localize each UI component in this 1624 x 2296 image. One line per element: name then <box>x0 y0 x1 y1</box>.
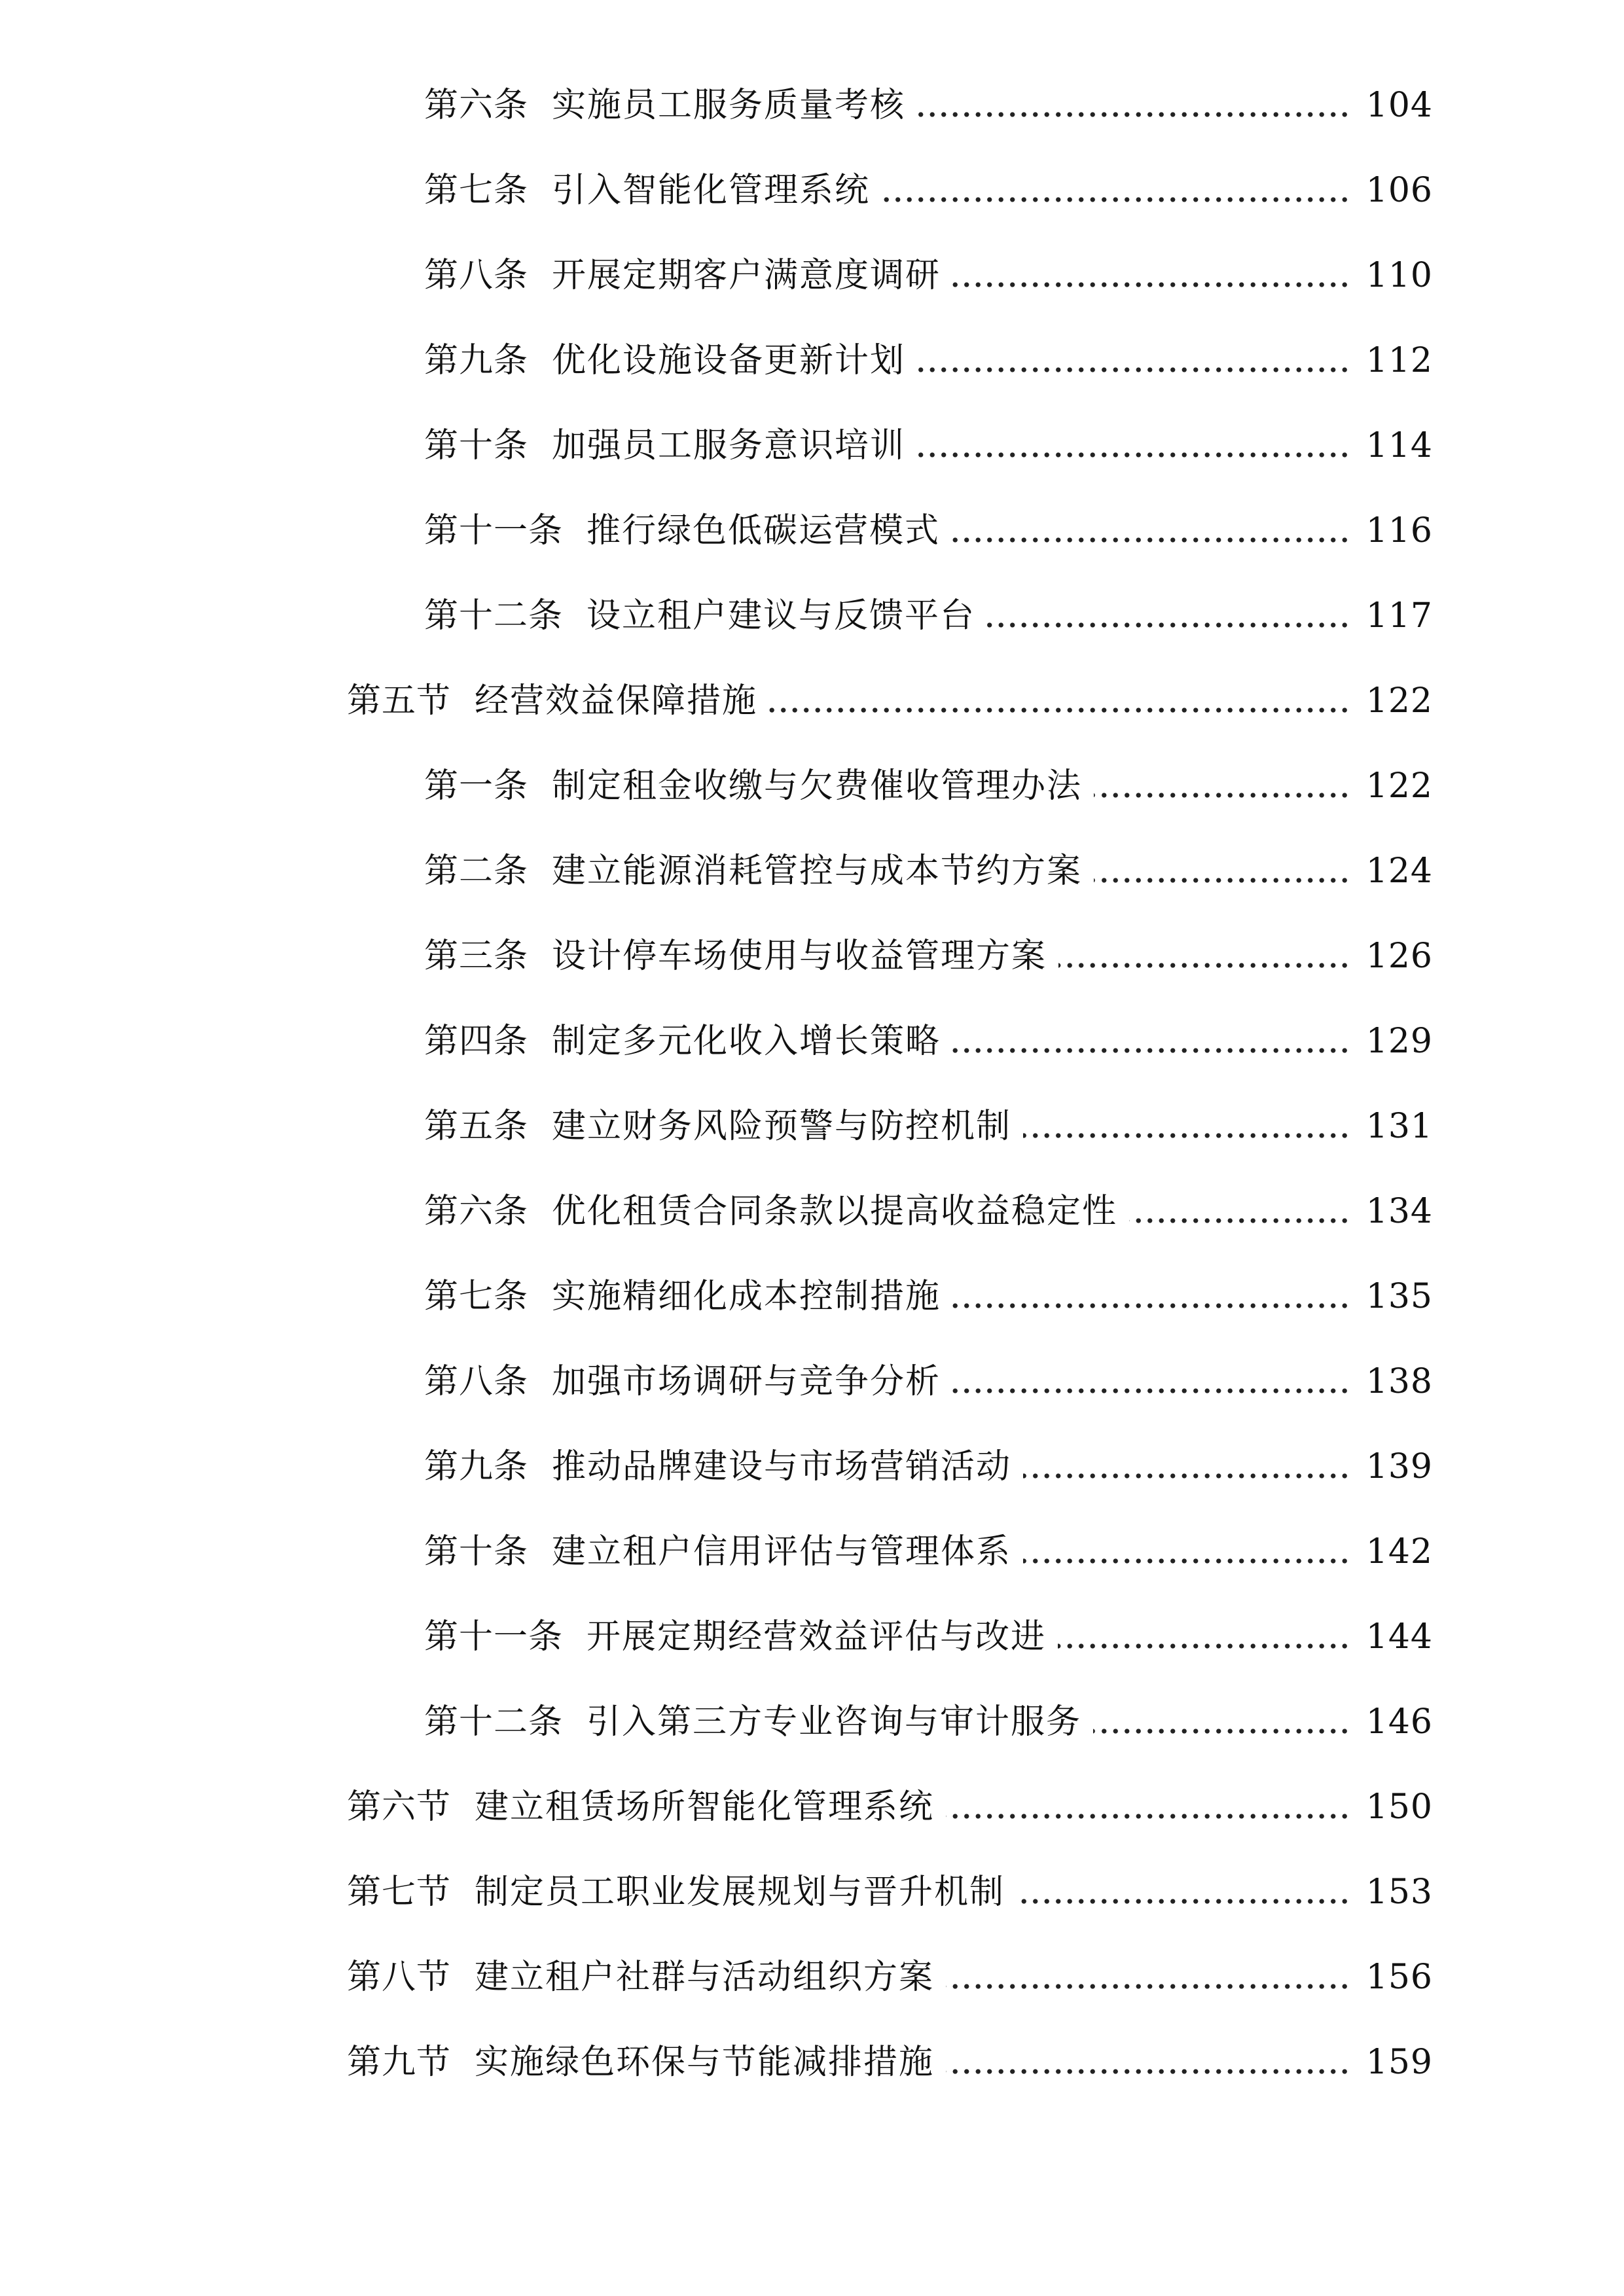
toc-article-entry[interactable] <box>0 1424 1624 1509</box>
dot-leader <box>1058 1643 1350 1649</box>
toc-entry-number: 第九条 <box>424 1447 529 1486</box>
dot-leader <box>1023 1558 1350 1564</box>
toc-entry-title: 推动品牌建设与市场营销活动 <box>552 1447 1012 1486</box>
dot-leader <box>946 2069 1350 2074</box>
table-of-contents <box>0 63 1624 2105</box>
toc-entry-title: 开展定期客户满意度调研 <box>552 256 941 295</box>
dot-leader <box>946 1984 1350 1989</box>
dot-leader <box>917 367 1350 372</box>
toc-entry-page-number: 135 <box>1365 1277 1433 1316</box>
toc-entry-page-number: 126 <box>1365 937 1433 976</box>
toc-article-entry[interactable] <box>0 233 1624 318</box>
toc-entry-number: 第三条 <box>424 937 529 976</box>
toc-entry-page-number: 122 <box>1365 766 1433 806</box>
dot-leader <box>952 537 1350 543</box>
toc-article-entry[interactable] <box>0 744 1624 829</box>
toc-entry-number: 第十条 <box>424 1532 529 1571</box>
toc-entry-page-number: 138 <box>1365 1362 1433 1401</box>
toc-article-entry[interactable] <box>0 403 1624 488</box>
toc-section-entry[interactable] <box>0 1850 1624 1935</box>
toc-entry-title: 制定员工职业发展规划与晋升机制 <box>475 1873 1005 1912</box>
toc-entry-title: 引入智能化管理系统 <box>552 171 871 210</box>
toc-entry-number: 第六条 <box>424 86 529 125</box>
toc-entry-page-number: 106 <box>1365 171 1433 210</box>
toc-entry-page-number: 144 <box>1365 1617 1433 1657</box>
toc-entry-page-number: 134 <box>1365 1192 1433 1231</box>
toc-article-entry[interactable] <box>0 1679 1624 1765</box>
toc-entry-title: 加强员工服务意识培训 <box>552 426 906 465</box>
toc-entry-number: 第十一条 <box>424 1617 564 1657</box>
toc-entry-title: 设立租户建议与反馈平台 <box>586 596 976 636</box>
toc-article-entry[interactable] <box>0 1509 1624 1594</box>
toc-entry-number: 第二条 <box>424 852 529 891</box>
toc-entry-page-number: 153 <box>1365 1873 1433 1912</box>
toc-article-entry[interactable] <box>0 1339 1624 1424</box>
toc-entry-page-number: 112 <box>1365 341 1433 380</box>
toc-section-entry[interactable] <box>0 1765 1624 1850</box>
dot-leader <box>1023 1133 1350 1138</box>
toc-entry-page-number: 117 <box>1365 596 1433 636</box>
toc-entry-page-number: 150 <box>1365 1787 1433 1827</box>
toc-entry-title: 推行绿色低碳运营模式 <box>586 511 941 550</box>
toc-entry-page-number: 142 <box>1365 1532 1433 1571</box>
toc-article-entry[interactable] <box>0 829 1624 914</box>
toc-entry-number: 第六条 <box>424 1192 529 1231</box>
toc-article-entry[interactable] <box>0 63 1624 148</box>
dot-leader <box>1094 793 1350 798</box>
dot-leader <box>952 282 1350 287</box>
toc-entry-number: 第七节 <box>347 1873 452 1912</box>
toc-article-entry[interactable] <box>0 488 1624 573</box>
toc-entry-page-number: 110 <box>1365 256 1433 295</box>
toc-entry-page-number: 104 <box>1365 86 1433 125</box>
toc-entry-number: 第九条 <box>424 341 529 380</box>
toc-entry-number: 第七条 <box>424 1277 529 1316</box>
toc-entry-title: 实施员工服务质量考核 <box>552 86 906 125</box>
dot-leader <box>952 1048 1350 1053</box>
toc-entry-title: 优化设施设备更新计划 <box>552 341 906 380</box>
dot-leader <box>952 1303 1350 1308</box>
toc-entry-page-number: 122 <box>1365 681 1433 721</box>
dot-leader <box>1023 1473 1350 1479</box>
dot-leader <box>882 197 1350 202</box>
toc-entry-page-number: 129 <box>1365 1022 1433 1061</box>
toc-entry-title: 制定租金收缴与欠费催收管理办法 <box>552 766 1083 806</box>
toc-entry-title: 实施精细化成本控制措施 <box>552 1277 941 1316</box>
toc-article-entry[interactable] <box>0 148 1624 233</box>
dot-leader <box>952 1388 1350 1393</box>
toc-entry-number: 第六节 <box>347 1787 452 1827</box>
toc-section-entry[interactable] <box>0 658 1624 744</box>
toc-entry-number: 第一条 <box>424 766 529 806</box>
dot-leader <box>1058 963 1350 968</box>
toc-entry-number: 第九节 <box>347 2043 452 2082</box>
toc-article-entry[interactable] <box>0 318 1624 403</box>
toc-entry-title: 设计停车场使用与收益管理方案 <box>552 937 1047 976</box>
toc-entry-number: 第十二条 <box>424 596 564 636</box>
toc-entry-page-number: 116 <box>1365 511 1433 550</box>
toc-entry-title: 制定多元化收入增长策略 <box>552 1022 941 1061</box>
dot-leader <box>917 452 1350 457</box>
toc-entry-title: 建立租户信用评估与管理体系 <box>552 1532 1012 1571</box>
toc-entry-number: 第五节 <box>347 681 452 721</box>
toc-entry-number: 第十一条 <box>424 511 564 550</box>
toc-entry-number: 第十条 <box>424 426 529 465</box>
toc-section-entry[interactable] <box>0 1935 1624 2020</box>
toc-entry-page-number: 114 <box>1365 426 1433 465</box>
toc-entry-page-number: 124 <box>1365 852 1433 891</box>
toc-entry-page-number: 131 <box>1365 1107 1433 1146</box>
toc-entry-title: 加强市场调研与竞争分析 <box>552 1362 941 1401</box>
dot-leader <box>1017 1899 1350 1904</box>
toc-entry-page-number: 156 <box>1365 1958 1433 1997</box>
toc-entry-number: 第八条 <box>424 1362 529 1401</box>
toc-section-entry[interactable] <box>0 2020 1624 2105</box>
toc-entry-title: 经营效益保障措施 <box>475 681 758 721</box>
toc-article-entry[interactable] <box>0 573 1624 658</box>
toc-entry-title: 建立租赁场所智能化管理系统 <box>475 1787 935 1827</box>
toc-entry-number: 第七条 <box>424 171 529 210</box>
toc-entry-title: 建立财务风险预警与防控机制 <box>552 1107 1012 1146</box>
toc-entry-title: 建立租户社群与活动组织方案 <box>475 1958 935 1997</box>
dot-leader <box>1093 1729 1350 1734</box>
toc-article-entry[interactable] <box>0 1169 1624 1254</box>
toc-article-entry[interactable] <box>0 999 1624 1084</box>
toc-article-entry[interactable] <box>0 1594 1624 1679</box>
toc-entry-title: 建立能源消耗管控与成本节约方案 <box>552 852 1083 891</box>
toc-article-entry[interactable] <box>0 1254 1624 1339</box>
toc-entry-page-number: 146 <box>1365 1702 1433 1742</box>
dot-leader <box>1129 1218 1350 1223</box>
toc-entry-number: 第八条 <box>424 256 529 295</box>
toc-entry-page-number: 159 <box>1365 2043 1433 2082</box>
toc-entry-page-number: 139 <box>1365 1447 1433 1486</box>
dot-leader <box>769 708 1350 713</box>
toc-entry-title: 开展定期经营效益评估与改进 <box>586 1617 1047 1657</box>
toc-entry-title: 优化租赁合同条款以提高收益稳定性 <box>552 1192 1118 1231</box>
toc-article-entry[interactable] <box>0 1084 1624 1169</box>
toc-entry-number: 第四条 <box>424 1022 529 1061</box>
dot-leader <box>946 1814 1350 1819</box>
dot-leader <box>1094 878 1350 883</box>
toc-entry-title: 引入第三方专业咨询与审计服务 <box>586 1702 1082 1742</box>
toc-article-entry[interactable] <box>0 914 1624 999</box>
toc-entry-number: 第十二条 <box>424 1702 564 1742</box>
toc-entry-number: 第五条 <box>424 1107 529 1146</box>
toc-entry-title: 实施绿色环保与节能减排措施 <box>475 2043 935 2082</box>
dot-leader <box>987 622 1350 628</box>
toc-entry-number: 第八节 <box>347 1958 452 1997</box>
dot-leader <box>917 112 1350 117</box>
